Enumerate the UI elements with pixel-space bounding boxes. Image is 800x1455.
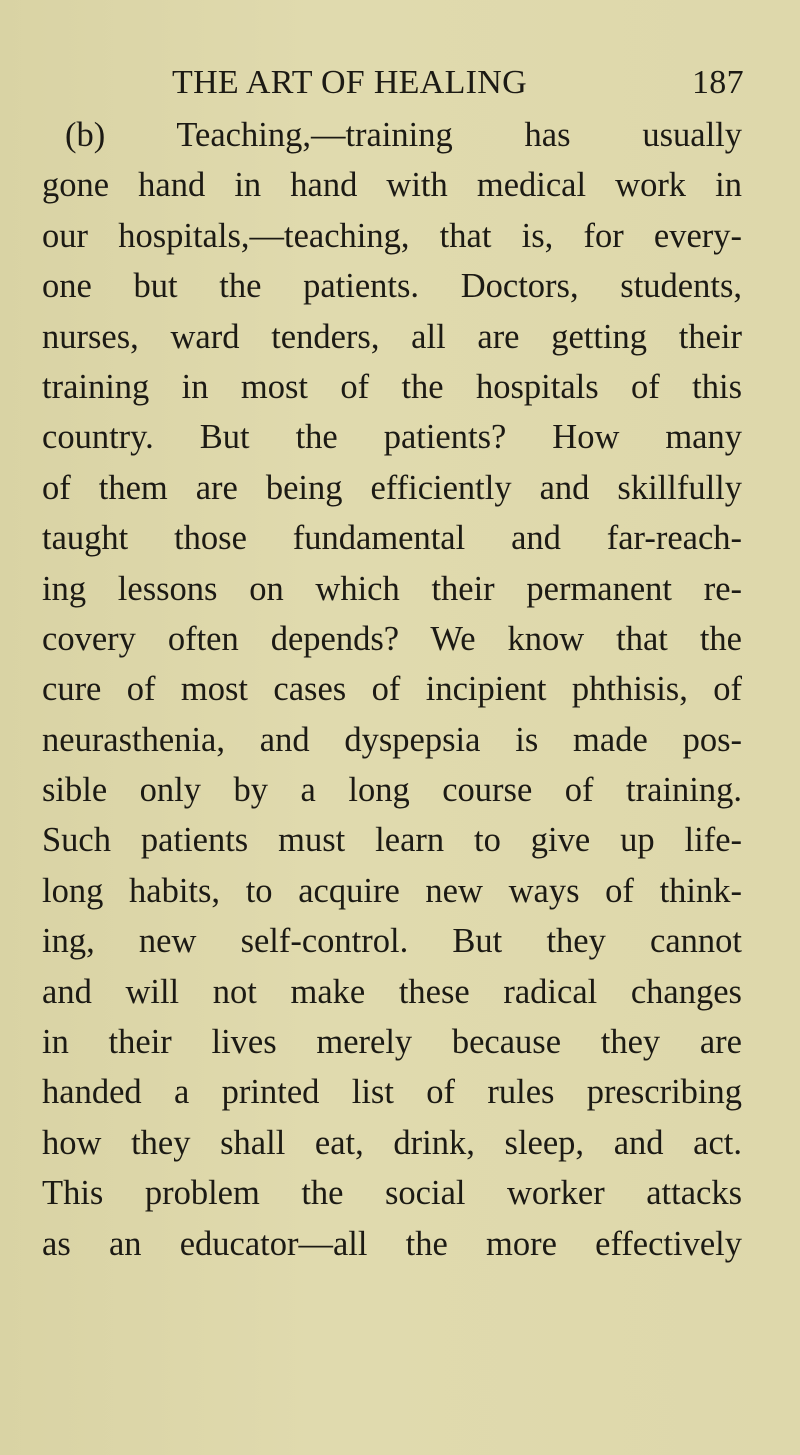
- text-line: our hospitals,—teaching, that is, for every-: [42, 216, 742, 255]
- text-line: country. But the patients? How many: [42, 418, 742, 457]
- text-line: taught those fundamental and far-reach-: [42, 519, 742, 558]
- text-line: as an educator—all the more effectively: [42, 1224, 742, 1263]
- text-line: This problem the social worker attacks: [42, 1174, 742, 1213]
- text-line: neurasthenia, and dyspepsia is made pos-: [42, 720, 742, 759]
- body-text: [42, 110, 742, 1269]
- text-line: of them are being efficiently and skillfully: [42, 468, 742, 507]
- text-line: (b) Teaching,—training has usually: [65, 116, 742, 154]
- page-number: 187: [692, 64, 744, 101]
- text-line: covery often depends? We know that the: [42, 619, 742, 658]
- text-line: training in most of the hospitals of this: [42, 367, 742, 406]
- text-line: in their lives merely because they are: [42, 1023, 742, 1062]
- text-line: ing lessons on which their permanent re-: [42, 569, 742, 608]
- text-line: one but the patients. Doctors, students,: [42, 267, 742, 306]
- text-line: sible only by a long course of training.: [42, 771, 742, 810]
- text-line: and will not make these radical changes: [42, 972, 742, 1011]
- text-line: Such patients must learn to give up life-: [42, 821, 742, 860]
- text-line: how they shall eat, drink, sleep, and act.: [42, 1123, 742, 1162]
- running-title: THE ART OF HEALING: [172, 64, 527, 101]
- text-line: handed a printed list of rules prescribing: [42, 1073, 742, 1112]
- text-line: long habits, to acquire new ways of think-: [42, 871, 742, 910]
- text-line: ing, new self-control. But they cannot: [42, 922, 742, 961]
- text-line: nurses, ward tenders, all are getting their: [42, 317, 742, 356]
- text-line: gone hand in hand with medical work in: [42, 166, 742, 205]
- text-line: cure of most cases of incipient phthisis, of: [42, 670, 742, 709]
- running-head: [0, 58, 800, 108]
